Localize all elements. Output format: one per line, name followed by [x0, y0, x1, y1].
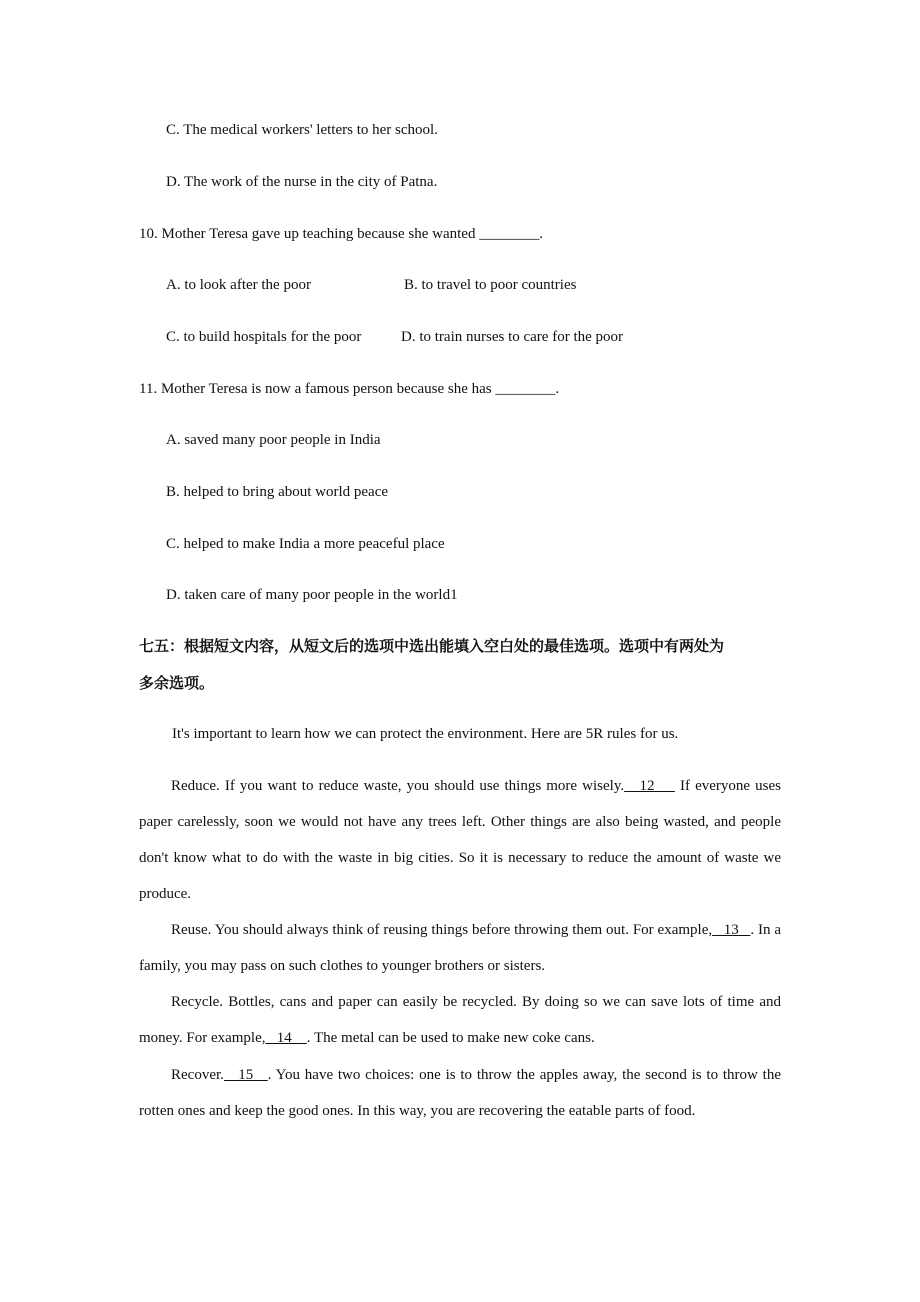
option-11c: C. helped to make India a more peaceful place: [166, 536, 445, 552]
option-9d: D. The work of the nurse in the city of Patna.: [166, 174, 438, 190]
option-11a: A. saved many poor people in India: [166, 432, 381, 448]
section-heading-line2: 多余选项。: [139, 674, 215, 692]
paragraph-recover: [139, 1057, 781, 1129]
recycle-text-end: . The metal can be used to make new coke cans.: [306, 1030, 595, 1046]
reduce-text-start: Reduce. If you want to reduce waste, you should use things more wisely.: [171, 778, 625, 794]
option-9c: C. The medical workers' letters to her school.: [166, 122, 438, 138]
reuse-text-start: Reuse. You should always think of reusing things before throwing them out. For example,: [171, 922, 713, 938]
question-10: 10. Mother Teresa gave up teaching because she wanted ________.: [139, 226, 543, 242]
option-10c: C. to build hospitals for the poor: [166, 329, 362, 345]
passage-intro: It's important to learn how we can protect the environment. Here are 5R rules for us.: [172, 726, 679, 742]
reuse-text-end: . In a family, you may pass on such clothes to younger brothers or sisters.: [139, 922, 782, 974]
recycle-text-start: Recycle. Bottles, cans and paper can easily be recycled. By doing so we can save lots of time and money. For example,: [139, 994, 781, 1046]
paragraph-reuse: [139, 912, 781, 984]
paragraph-recycle: [139, 984, 781, 1056]
question-11: 11. Mother Teresa is now a famous person because she has ________.: [139, 381, 560, 397]
option-10a: A. to look after the poor: [166, 277, 311, 293]
blank-15: 15: [223, 1067, 268, 1083]
blank-13: 13: [712, 922, 751, 938]
blank-12: 12: [624, 778, 675, 794]
reduce-text-end: If everyone uses paper carelessly, soon we would not have any trees left. Other things are also being wasted, and people don't know what to do with the waste in big cities. So it is necessary to reduce the amount of waste we produce.: [139, 778, 781, 902]
recover-text-start: Recover.: [171, 1067, 224, 1083]
option-11b: B. helped to bring about world peace: [166, 484, 389, 500]
option-10d: D. to train nurses to care for the poor: [401, 329, 624, 345]
blank-14: 14: [265, 1030, 307, 1046]
recover-text-end: . You have two choices: one is to throw the apples away, the second is to throw the rotten ones and keep the good ones. In this way, you are recovering the eatable parts of food.: [139, 1067, 782, 1119]
option-10b: B. to travel to poor countries: [404, 277, 577, 293]
paragraph-reduce: [139, 768, 781, 912]
option-11d: D. taken care of many poor people in the world1: [166, 587, 458, 603]
section-heading-line1: 七五：根据短文内容，从短文后的选项中选出能填入空白处的最佳选项。选项中有两处为: [139, 637, 725, 655]
